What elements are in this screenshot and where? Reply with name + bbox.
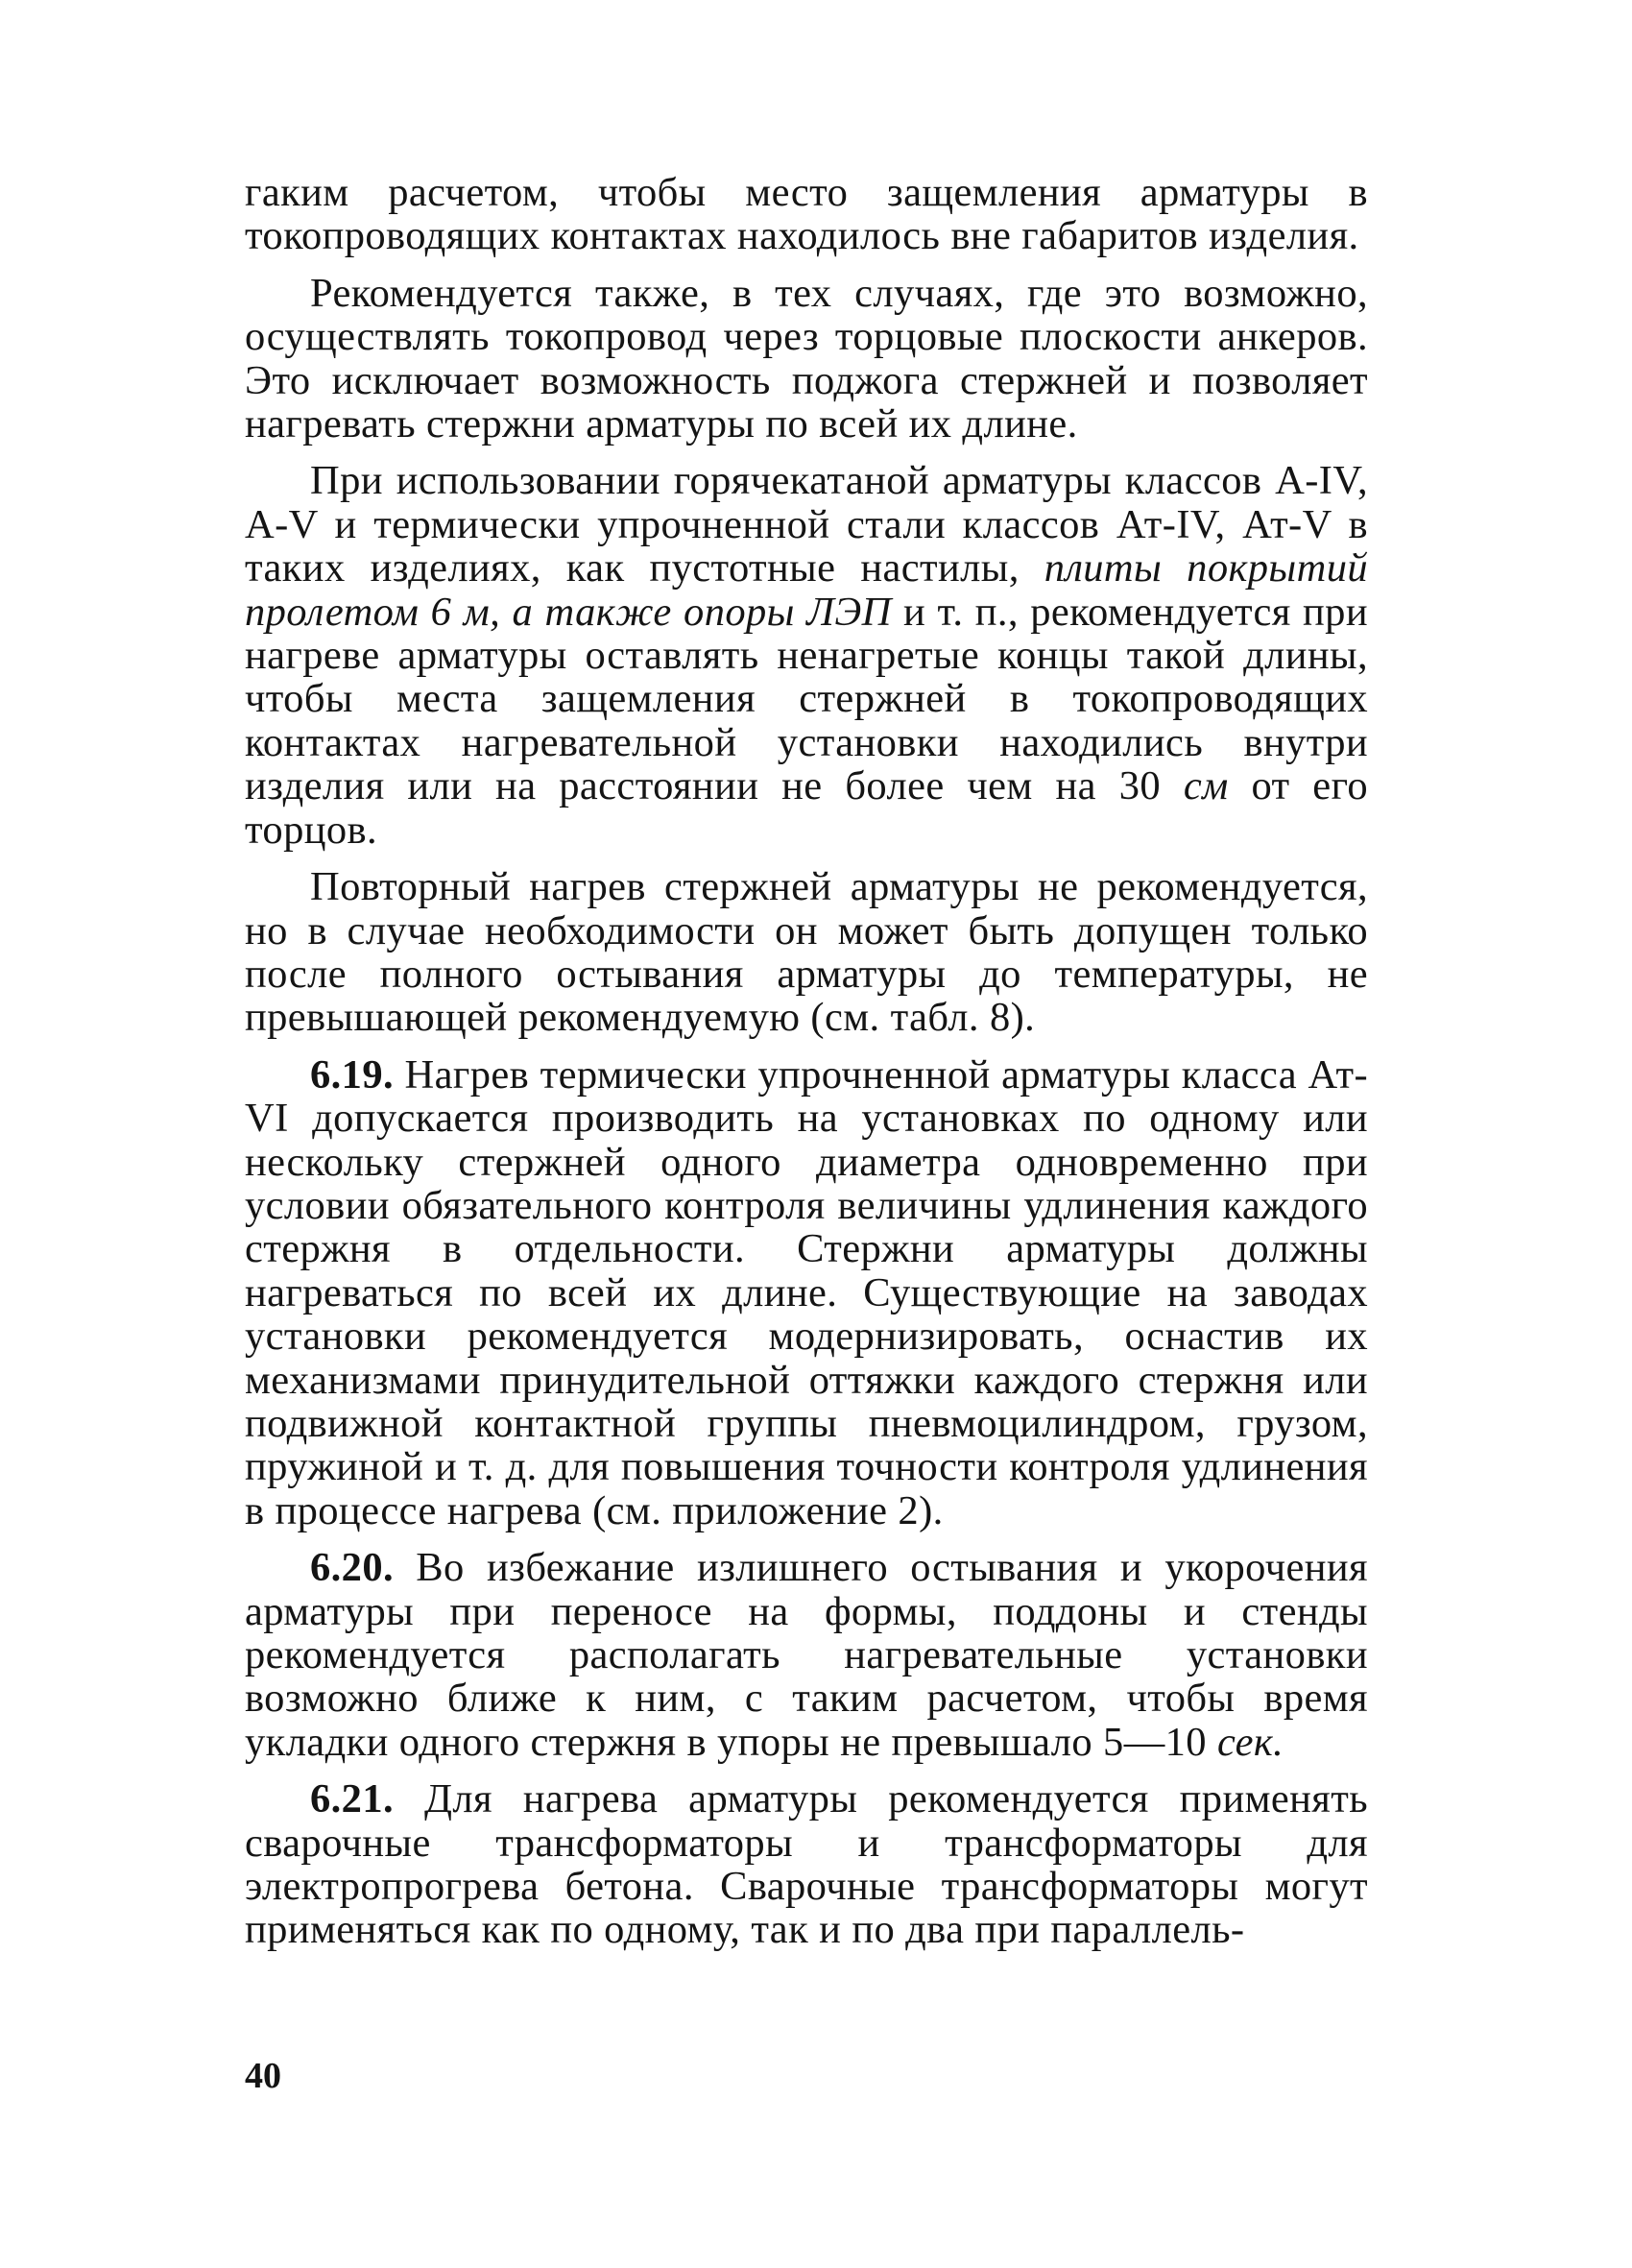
italic-text: плиты покрытий пролетом 6 м, а также опоры ЛЭП	[245, 545, 1368, 635]
section-number: 6.21.	[310, 1776, 394, 1822]
document-page	[245, 171, 1368, 1966]
paragraph-reheat: Повторный нагрев стержней арматуры не рекомендуется, но в случае необходимости он может быть допущен только после полного остывания арматуры до температуры, не превышающей рекомендуемую (см. табл. 8).	[245, 864, 1368, 1041]
unit-text: сек.	[1216, 1719, 1284, 1765]
paragraph-text: от его торцов.	[245, 763, 1368, 853]
section-6-20	[245, 1546, 1368, 1764]
paragraph-text: При использовании горячекатаной арматуры классов А-IV, А-V и термически упрочненной стали классов Ат-IV, Ат-V в таких изделиях, как пустотные настилы,	[245, 458, 1368, 591]
section-number: 6.19.	[310, 1051, 394, 1098]
paragraph-continuation: гаким расчетом, чтобы место защемления арматуры в токопроводящих контактах находилось вне габаритов изделия.	[245, 170, 1368, 259]
unit-text: см	[1183, 763, 1229, 809]
section-text: Для нагрева арматуры рекомендуется применять сварочные трансформаторы и трансформаторы для электропрогрева бетона. Сварочные трансформаторы могут применяться как по одному, так и по два при параллель-	[245, 1776, 1368, 1953]
paragraph-toprovod: Рекомендуется также, в тех случаях, где это возможно, осуществлять токопровод через торцовые плоскости анкеров. Это исключает возможность поджога стержней и позволяет нагревать стержни арматуры по всей их длине.	[245, 270, 1368, 447]
page-number: 40	[245, 2056, 281, 2096]
section-text: Нагрев термически упрочненной арматуры класса Ат-VI допускается производить на установках по одному или нескольку стержней одного диаметра одновременно при условии обязательного контроля величины удлинения каждого стержня в отдельности. Стержни арматуры должны нагреваться по всей их длине. Существующие на заводах установки рекомендуется модернизировать, оснастив их механизмами принудительной оттяжки каждого стержня или подвижной контактной группы пневмоцилиндром, грузом, пружиной и т. д. для повышения точности контроля удлинения в процессе нагрева (см. приложение 2).	[245, 1051, 1368, 1533]
section-text: Во избежание излишнего остывания и укорочения арматуры при переносе на формы, поддоны и стенды рекомендуется располагать нагревательные установки возможно ближе к ним, с таким расчетом, чтобы время укладки одного стержня в упоры не превышало 5—10	[245, 1545, 1368, 1765]
section-number: 6.20.	[310, 1545, 394, 1591]
paragraph-hot-rolled	[245, 459, 1368, 852]
section-6-21	[245, 1777, 1368, 1952]
paragraph-text: и т. п., рекомендуется при нагреве арматуры оставлять ненагретые концы такой длины, чтобы места защемления стержней в токопроводящих контактах нагревательной установки находились внутри изделия или на расстоянии не более чем на 30	[245, 589, 1368, 809]
section-6-19	[245, 1053, 1368, 1532]
